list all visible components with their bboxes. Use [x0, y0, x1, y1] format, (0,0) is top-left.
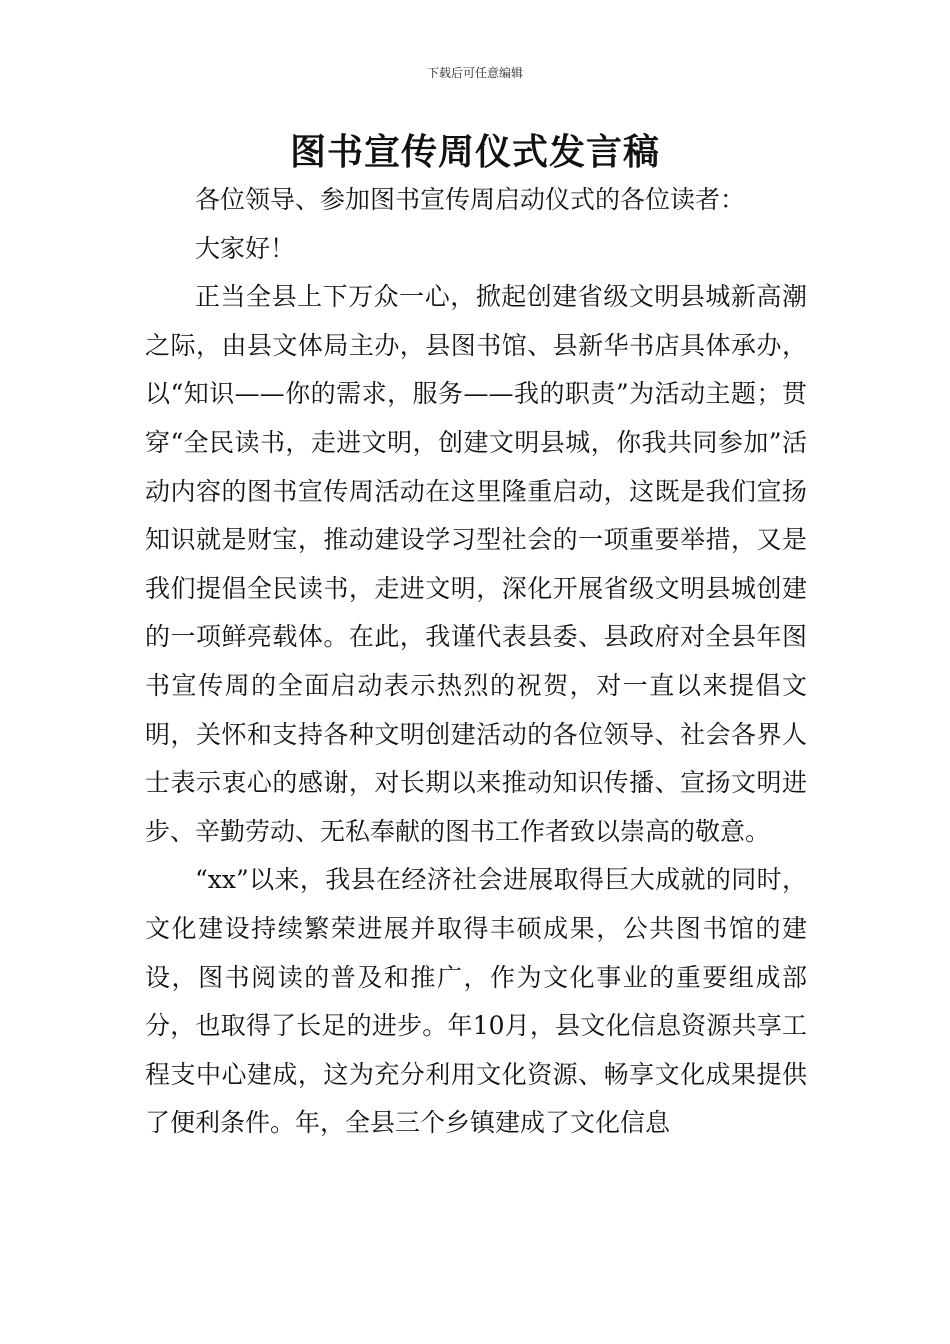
document-body [145, 176, 807, 1148]
document-title: 图书宣传周仪式发言稿 [289, 132, 660, 173]
salutation: 各位领导、参加图书宣传周启动仪式的各位读者： [195, 185, 746, 214]
paragraph-1: 正当全县上下万众一心，掀起创建省级文明县城新高潮之际，由县文体局主办，县图书馆、县新华书店具体承办，以“知识——你的需求，服务——我的职责”为活动主题；贯穿“全民读书，走进文明，创建文明县城，你我共同参加”活动内容的图书宣传周活动在这里隆重启动，这既是我们宣扬知识就是财宝，推动建设学习型社会的一项重要举措，又是我们提倡全民读书，走进文明，深化开展省级文明县城创建的一项鲜亮载体。在此，我谨代表县委、县政府对全县年图书宣传周的全面启动表示热烈的祝贺，对一直以来提倡文明，关怀和支持各种文明创建活动的各位领导、社会各界人士表示衷心的感谢，对长期以来推动知识传播、宣扬文明进步、辛勤劳动、无私奉献的图书工作者致以崇高的敬意。 [145, 282, 807, 846]
paragraph-2: “xx”以来，我县在经济社会进展取得巨大成就的同时，文化建设持续繁荣进展并取得丰硕成果，公共图书馆的建设，图书阅读的普及和推广，作为文化事业的重要组成部分，也取得了长足的进步。年10月，县文化信息资源共享工程支中心建成，这为充分利用文化资源、畅享文化成果提供了便利条件。年，全县三个乡镇建成了文化信息 [145, 865, 807, 1138]
greeting: 大家好！ [195, 233, 296, 263]
header-note: 下载后可任意编辑 [426, 66, 523, 80]
